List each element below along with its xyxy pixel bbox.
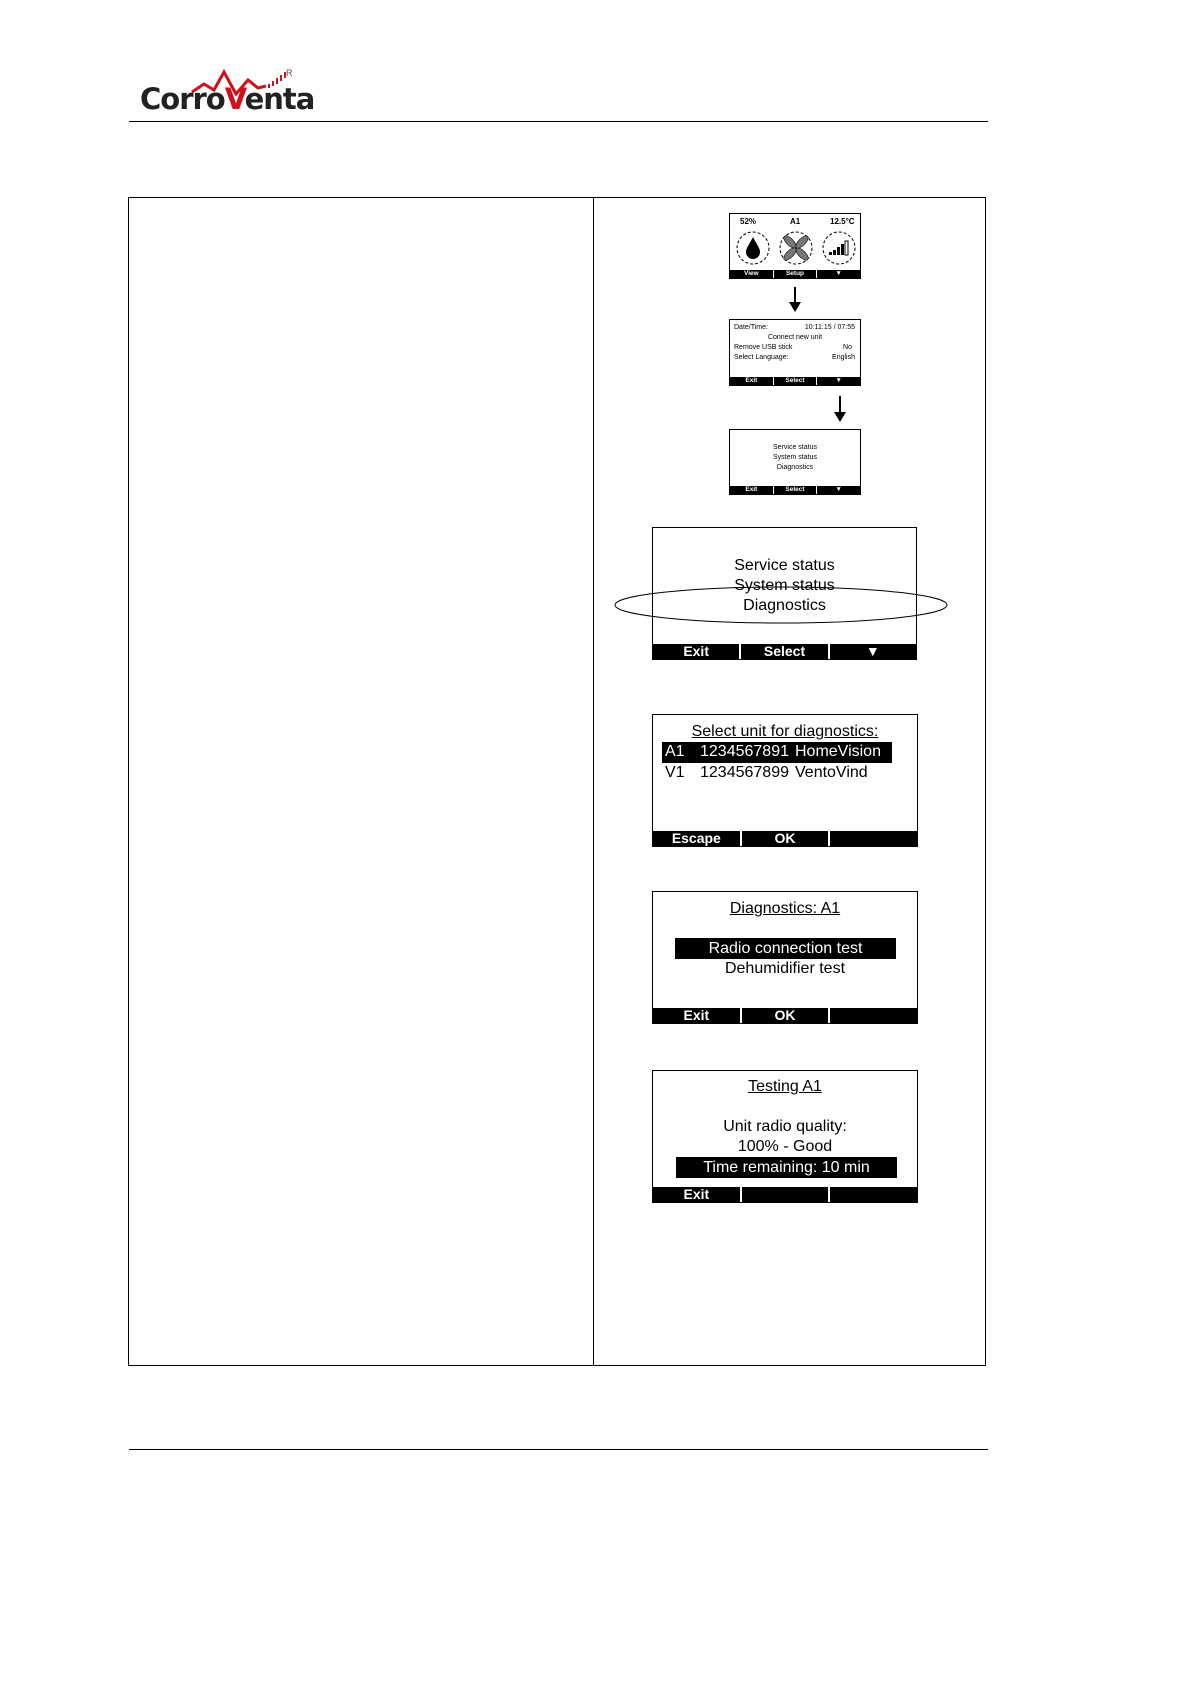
menu-item-system-status[interactable]: System status (734, 577, 835, 594)
softkey-exit[interactable]: Exit (683, 643, 709, 659)
menu-item-diagnostics[interactable]: Diagnostics (743, 597, 826, 614)
fan-icon (778, 230, 814, 268)
unit-serial: 1234567899 (700, 764, 789, 781)
screen-testing (652, 1070, 918, 1203)
droplet-icon (735, 230, 771, 268)
select-unit-title: Select unit for diagnostics: (691, 723, 879, 740)
temperature-value: 12.5°C (830, 217, 855, 226)
softkey-empty (828, 1008, 917, 1023)
softkey-exit[interactable]: Exit (683, 1007, 710, 1023)
header-rule (129, 121, 988, 122)
option-dehumidifier-test[interactable]: Dehumidifier test (724, 960, 846, 977)
unit-id: A1 (790, 217, 801, 226)
softkey-exit[interactable]: Exit (745, 486, 758, 493)
usb-value: No (843, 344, 852, 351)
screen-menu-small (729, 429, 861, 495)
datetime-value: 10:11:15 / 07:55 (804, 324, 855, 331)
softkey-empty (828, 1187, 917, 1202)
softkey-select[interactable]: Select (739, 644, 827, 659)
time-remaining-label: Time remaining: 10 min (703, 1159, 870, 1176)
menu-item-service-status: Service status (773, 444, 817, 451)
menu-item-system-status: System status (773, 454, 817, 461)
screen-select-unit (652, 714, 918, 847)
language-value: English (832, 354, 855, 361)
column-divider (593, 197, 594, 1366)
softkey-down[interactable]: ▼ (816, 270, 860, 278)
softkey-select[interactable]: Select (773, 377, 817, 385)
option-radio-connection-test[interactable] (675, 938, 896, 959)
softkey-view[interactable]: View (743, 270, 759, 277)
softkey-ok[interactable]: OK (740, 1008, 829, 1023)
select-unit-softkey-bar (653, 831, 917, 846)
highlight-ellipse (612, 585, 950, 637)
softkey-exit[interactable]: Exit (683, 1186, 710, 1202)
option-label: Radio connection test (708, 940, 863, 957)
footer-rule (129, 1449, 988, 1450)
unit-id: A1 (665, 743, 685, 760)
testing-title: Testing A1 (748, 1078, 822, 1095)
screen-home (729, 213, 861, 279)
softkey-exit[interactable]: Exit (745, 377, 758, 384)
menu-small-softkey-bar (730, 486, 860, 494)
softkey-empty (740, 1187, 829, 1202)
softkey-down[interactable]: ▼ (816, 486, 860, 494)
usb-label: Remove USB stick (734, 344, 793, 351)
unit-id: V1 (665, 764, 685, 781)
diagnostics-title: Diagnostics: A1 (729, 900, 841, 917)
time-remaining (676, 1157, 897, 1178)
left-column-cell (130, 199, 592, 1364)
menu-item-diagnostics: Diagnostics (776, 464, 814, 471)
connect-new-unit: Connect new unit (767, 334, 823, 341)
menu-item-service-status[interactable]: Service status (734, 557, 835, 574)
arrow-down-icon (834, 412, 846, 422)
language-label: Select Language: (734, 354, 789, 361)
softkey-down[interactable]: ▼ (816, 377, 860, 385)
softkey-escape[interactable]: Escape (671, 830, 721, 846)
home-softkey-bar (730, 270, 860, 278)
brand-logo: CorroVenta (140, 82, 315, 116)
unit-row[interactable] (662, 763, 892, 784)
humidity-value: 52% (740, 217, 757, 226)
menu-softkey-bar (653, 644, 916, 659)
unit-name: VentoVind (795, 764, 868, 781)
softkey-down[interactable]: ▼ (828, 644, 916, 659)
arrow-down-icon (789, 302, 801, 312)
screen-setup (729, 319, 861, 386)
testing-softkey-bar (653, 1187, 917, 1202)
registered-mark: R (286, 68, 293, 78)
screen-diagnostics (652, 891, 918, 1024)
softkey-empty (828, 831, 917, 846)
unit-name: HomeVision (795, 743, 881, 760)
radio-quality-value: 100% - Good (737, 1138, 833, 1155)
radio-quality-label: Unit radio quality: (723, 1118, 847, 1135)
signal-bars-icon (821, 230, 857, 268)
softkey-setup[interactable]: Setup (773, 270, 817, 278)
setup-softkey-bar (730, 377, 860, 385)
unit-row-selected[interactable] (662, 742, 892, 763)
softkey-ok[interactable]: OK (740, 831, 829, 846)
softkey-select[interactable]: Select (773, 486, 817, 494)
unit-serial: 1234567891 (700, 743, 789, 760)
datetime-label: Date/Time: (734, 324, 768, 331)
diagnostics-softkey-bar (653, 1008, 917, 1023)
